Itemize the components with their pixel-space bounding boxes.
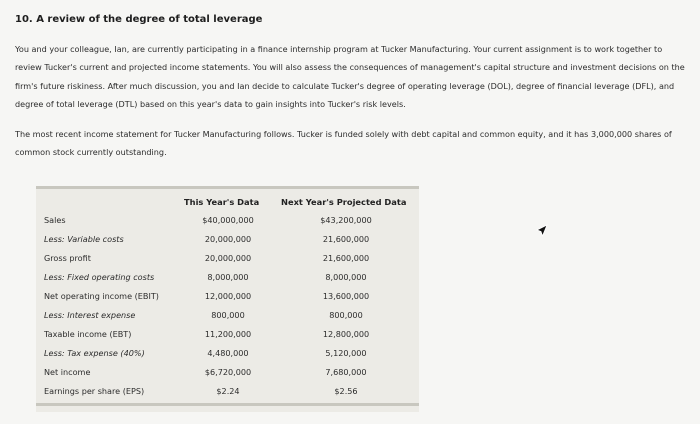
row-label: Gross profit bbox=[44, 253, 91, 263]
header-next-year: Next Year's Projected Data bbox=[281, 197, 407, 207]
row-label: Net operating income (EBIT) bbox=[44, 291, 159, 301]
next-year-value: 21,600,000 bbox=[322, 234, 370, 244]
table-row bbox=[36, 344, 419, 363]
next-year-value: 7,680,000 bbox=[325, 367, 367, 377]
this-year-value: 4,480,000 bbox=[207, 348, 249, 358]
table-row bbox=[36, 306, 419, 325]
this-year-value: $6,720,000 bbox=[204, 367, 252, 377]
table-row bbox=[36, 382, 419, 401]
page-title: 10. A review of the degree of total leverage bbox=[15, 14, 263, 25]
row-label: Less: Interest expense bbox=[44, 310, 136, 320]
table-row bbox=[36, 230, 419, 249]
this-year-value: 800,000 bbox=[211, 310, 245, 320]
this-year-value: 11,200,000 bbox=[204, 329, 252, 339]
this-year-value: $40,000,000 bbox=[202, 215, 254, 225]
row-label: Net income bbox=[44, 367, 91, 377]
next-year-value: 8,000,000 bbox=[325, 272, 367, 282]
table-row bbox=[36, 287, 419, 306]
row-label: Less: Fixed operating costs bbox=[44, 272, 155, 282]
table-bottom-rule bbox=[36, 403, 419, 406]
table-row bbox=[36, 249, 419, 268]
row-label: Earnings per share (EPS) bbox=[44, 386, 145, 396]
table-row bbox=[36, 211, 419, 230]
context-paragraph: The most recent income statement for Tucker Manufacturing follows. Tucker is funded solely with debt capital and common equity, and it has 3,000,000 shares of common stock currently outstanding. bbox=[15, 129, 672, 158]
this-year-value: 12,000,000 bbox=[204, 291, 252, 301]
table-row bbox=[36, 325, 419, 344]
header-this-year: This Year's Data bbox=[184, 197, 260, 207]
next-year-value: $43,200,000 bbox=[320, 215, 372, 225]
table-top-rule bbox=[36, 186, 419, 189]
next-year-value: 21,600,000 bbox=[322, 253, 370, 263]
row-label: Less: Variable costs bbox=[44, 234, 124, 244]
this-year-value: 20,000,000 bbox=[204, 253, 252, 263]
row-label: Less: Tax expense (40%) bbox=[44, 348, 145, 358]
next-year-value: 12,800,000 bbox=[322, 329, 370, 339]
this-year-value: $2.24 bbox=[216, 386, 240, 396]
next-year-value: 13,600,000 bbox=[322, 291, 370, 301]
this-year-value: 8,000,000 bbox=[207, 272, 249, 282]
next-year-value: 5,120,000 bbox=[325, 348, 367, 358]
intro-paragraph: You and your colleague, Ian, are currently participating in a finance internship program at Tucker Manufacturing. Your current assignment is to work together to review Tucker's current and projected income statements. You will also assess the consequences of management's capital structure and investment decisions on the firm's future riskiness. After much discussion, you and Ian decide to calculate Tucker's degree of operating leverage (DOL), degree of financial leverage (DFL), and degree of total leverage (DTL) based on this year's data to gain insights into Tucker's risk levels. bbox=[15, 44, 685, 109]
row-label: Taxable income (EBT) bbox=[44, 329, 132, 339]
next-year-value: 800,000 bbox=[329, 310, 363, 320]
row-label: Sales bbox=[44, 215, 66, 225]
next-year-value: $2.56 bbox=[334, 386, 358, 396]
this-year-value: 20,000,000 bbox=[204, 234, 252, 244]
table-row bbox=[36, 268, 419, 287]
table-row bbox=[36, 363, 419, 382]
mouse-cursor-icon bbox=[536, 224, 548, 238]
